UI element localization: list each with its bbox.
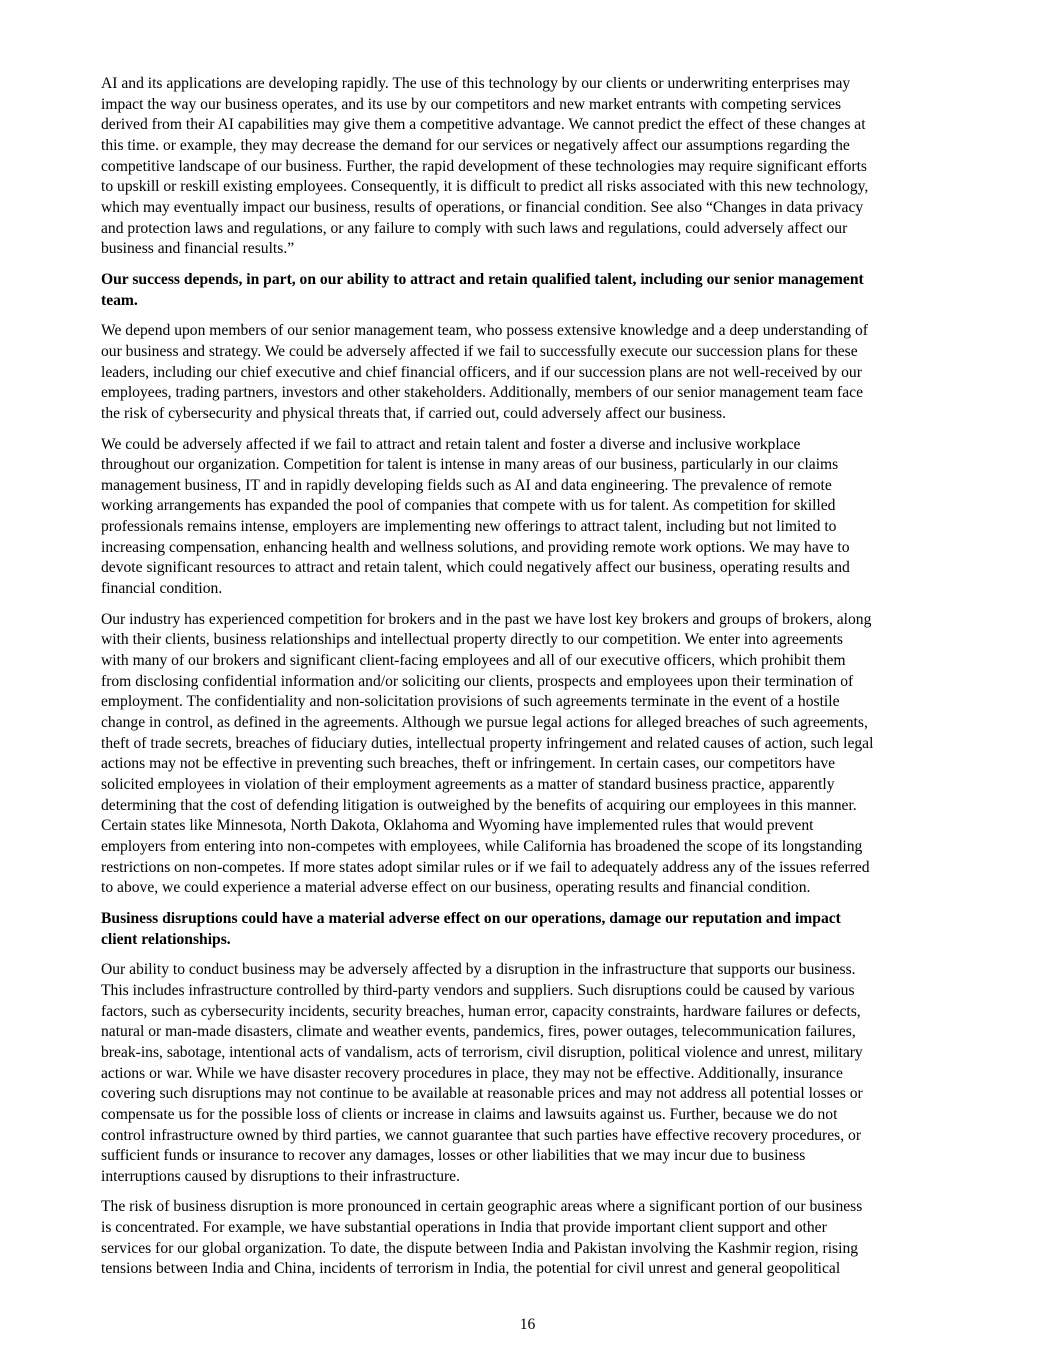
text-line: financial condition.	[101, 580, 223, 598]
text-line: management business, IT and in rapidly developing fields such as AI and data engineering. The prevalence of remote	[101, 476, 832, 494]
text-line: employment. The confidentiality and non-solicitation provisions of such agreements terminate in the event of a hostile	[101, 693, 840, 711]
paragraph-broker-competition	[101, 610, 961, 899]
text-line: this time. or example, they may decrease the demand for our services or negatively affect our assumptions regarding the	[101, 136, 850, 154]
text-line: actions may not be effective in preventing such breaches, theft or infringement. In certain cases, our competitors have	[101, 755, 836, 773]
text-line: Our ability to conduct business may be adversely affected by a disruption in the infrastructure that supports our business.	[101, 961, 856, 979]
text-line: to upskill or reskill existing employees. Consequently, it is difficult to predict all risks associated with this new technology,	[101, 178, 869, 196]
text-line: impact the way our business operates, and its use by our competitors and new market entrants with competing services	[101, 95, 842, 113]
text-line: compensate us for the possible loss of clients or increase in claims and lawsuits against us. Further, because we do not	[101, 1105, 838, 1123]
heading-line: team.	[101, 291, 138, 309]
paragraph-geographic-risk	[101, 1197, 961, 1280]
text-line: with their clients, business relationships and intellectual property directly to our competition. We enter into agreements	[101, 631, 843, 649]
heading-talent-retention	[101, 270, 961, 311]
text-line: determining that the cost of defending litigation is outweighed by the benefits of acquiring our employees in this manner.	[101, 796, 857, 814]
text-line: covering such disruptions may not continue to be available at reasonable prices and may not address all potential losses or	[101, 1085, 863, 1103]
text-line: Our industry has experienced competition for brokers and in the past we have lost key brokers and groups of brokers, along	[101, 610, 872, 628]
text-line: and protection laws and regulations, or any failure to comply with such laws and regulations, could adversely affect our	[101, 219, 848, 237]
text-line: competitive landscape of our business. Further, the rapid development of these technologies may require significant efforts	[101, 157, 867, 175]
text-line: services for our global organization. To date, the dispute between India and Pakistan involving the Kashmir region, rising	[101, 1239, 859, 1257]
paragraph-infrastructure-disruption	[101, 960, 961, 1187]
text-line: This includes infrastructure controlled by third-party vendors and suppliers. Such disruptions could be caused by various	[101, 981, 855, 999]
paragraph-ai-applications	[101, 74, 961, 260]
text-line: We depend upon members of our senior management team, who possess extensive knowledge and a deep understanding of	[101, 322, 868, 340]
text-line: restrictions on non-competes. If more states adopt similar rules or if we fail to adequately address any of the issues referred	[101, 858, 870, 876]
text-line: interruptions caused by disruptions to their infrastructure.	[101, 1167, 461, 1185]
heading-business-disruptions	[101, 909, 961, 950]
text-line: factors, such as cybersecurity incidents, security breaches, human error, capacity constraints, hardware failures or defects,	[101, 1002, 861, 1020]
text-line: business and financial results.”	[101, 240, 295, 258]
text-line: professionals remains intense, employers are implementing new offerings to attract talent, including but not limited to	[101, 518, 837, 536]
text-line: actions or war. While we have disaster recovery procedures in place, they may not be effective. Additionally, insurance	[101, 1064, 843, 1082]
text-line: tensions between India and China, incidents of terrorism in India, the potential for civil unrest and general geopolitical	[101, 1260, 841, 1278]
paragraph-attract-talent	[101, 435, 961, 600]
text-line: is concentrated. For example, we have substantial operations in India that provide important client support and other	[101, 1219, 827, 1237]
text-line: working arrangements has expanded the pool of companies that compete with us for talent. As competition for skilled	[101, 497, 836, 515]
text-line: to above, we could experience a material adverse effect on our business, operating results and financial condition.	[101, 879, 811, 897]
text-line: solicited employees in violation of their employment agreements as a matter of standard business practice, apparently	[101, 776, 835, 793]
text-line: increasing compensation, enhancing health and wellness solutions, and providing remote work options. We may have to	[101, 538, 850, 556]
text-line: with many of our brokers and significant client-facing employees and all of our executive officers, which prohibit them	[101, 652, 846, 670]
text-line: break-ins, sabotage, intentional acts of vandalism, acts of terrorism, civil disruption, political violence and unrest, military	[101, 1043, 863, 1061]
text-line: change in control, as defined in the agreements. Although we pursue legal actions for alleged breaches of such agreements,	[101, 714, 868, 732]
text-line: from disclosing confidential information and/or soliciting our clients, prospects and employees upon their termination of	[101, 672, 854, 690]
paragraph-senior-management	[101, 321, 961, 424]
text-line: sufficient funds or insurance to recover any damages, losses or other liabilities that we may incur due to business	[101, 1147, 806, 1165]
page-body	[101, 74, 961, 1290]
text-line: Certain states like Minnesota, North Dakota, Oklahoma and Wyoming have implemented rules that would prevent	[101, 817, 814, 835]
text-line: which may eventually impact our business, results of operations, or financial condition. See also “Changes in data privacy	[101, 198, 864, 216]
text-line: our business and strategy. We could be adversely affected if we fail to successfully execute our succession plans for these	[101, 342, 858, 360]
heading-line: client relationships.	[101, 930, 231, 948]
text-line: The risk of business disruption is more pronounced in certain geographic areas where a significant portion of our business	[101, 1198, 863, 1216]
page-number: 16	[519, 1316, 536, 1333]
text-line: derived from their AI capabilities may give them a competitive advantage. We cannot predict the effect of these changes at	[101, 116, 866, 134]
text-line: the risk of cybersecurity and physical threats that, if carried out, could adversely affect our business.	[101, 404, 726, 422]
heading-line: Our success depends, in part, on our ability to attract and retain qualified talent, including our senior management	[101, 270, 864, 288]
text-line: We could be adversely affected if we fail to attract and retain talent and foster a diverse and inclusive workplace	[101, 435, 801, 453]
text-line: employers from entering into non-competes with employees, while California has broadened the scope of its longstanding	[101, 837, 863, 855]
text-line: leaders, including our chief executive and chief financial officers, and if our succession plans are not well-received by our	[101, 363, 862, 381]
text-line: throughout our organization. Competition for talent is intense in many areas of our business, particularly in our claims	[101, 456, 839, 474]
text-line: AI and its applications are developing rapidly. The use of this technology by our clients or underwriting enterprises may	[101, 75, 851, 92]
text-line: theft of trade secrets, breaches of fiduciary duties, intellectual property infringement and related causes of action, such legal	[101, 734, 874, 752]
text-line: natural or man-made disasters, climate and weather events, pandemics, fires, power outages, telecommunication failures,	[101, 1023, 856, 1041]
text-line: employees, trading partners, investors and other stakeholders. Additionally, members of our senior management team face	[101, 384, 863, 402]
heading-line: Business disruptions could have a material adverse effect on our operations, damage our reputation and impact	[101, 909, 841, 927]
text-line: control infrastructure owned by third parties, we cannot guarantee that such parties have effective recovery procedures, or	[101, 1126, 862, 1144]
text-line: devote significant resources to attract and retain talent, which could negatively affect our business, operating results and	[101, 559, 850, 577]
